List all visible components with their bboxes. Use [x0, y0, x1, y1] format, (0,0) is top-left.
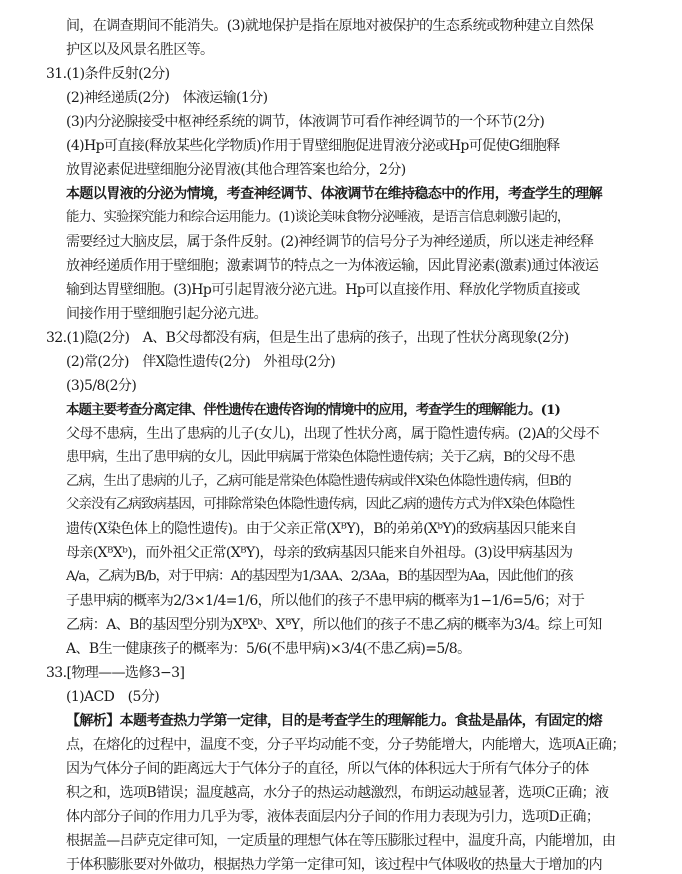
question-33-answer-1: (1)ACD (5分) [66, 689, 160, 706]
question-33-analysis-line: 因为气体分子间的距离远大于气体分子的直径，所以气体的体积远大于所有气体分子的体 [66, 761, 589, 778]
question-32-analysis-line: 乙病：A、B的基因型分别为XᴮXᵇ、XᴮY，所以他们的孩子不患乙病的概率为3/4。综上可知 [66, 617, 602, 634]
question-31-analysis-line: 能力、实验探究能力和综合运用能力。(1)谈论美味食物分泌唾液，是语言信息刺激引起的， [66, 209, 570, 225]
question-32-answer-2: (2)常(2分) 伴X隐性遗传(2分) 外祖母(2分) [66, 353, 336, 370]
question-31-analysis-line: 输到达胃壁细胞。(3)Hp可引起胃液分泌亢进。Hp可以直接作用、释放化学物质直接或 [66, 281, 580, 298]
question-33-analysis-line: 于体积膨胀要对外做功，根据热力学第一定律可知，该过程中气体吸收的热量大于增加的内 [66, 857, 602, 873]
question-32-answer-1: 32.(1)隐(2分) A、B父母都没有病，但是生出了患病的孩子，出现了性状分离现象(2分) [46, 329, 569, 346]
question-31-answer-4: (4)Hp可直接(释放某些化学物质)作用于胃壁细胞促进胃液分泌或Hp可促使G细胞释 [66, 137, 560, 154]
question-32-analysis-line: 乙病，生出了患病的儿子，乙病可能是常染色体隐性遗传病或伴X染色体隐性遗传病，但B的 [66, 473, 571, 489]
question-32-analysis-line: 患甲病，生出了患甲病的女儿，因此甲病属于常染色体隐性遗传病；关于乙病，B的父母不患 [66, 449, 575, 465]
question-32-analysis-line: 母亲(XᴮXᵇ)，而外祖父正常(XᴮY)，母亲的致病基因只能来自外祖母。(3)设甲病基因为 [66, 545, 573, 562]
question-32-analysis-line: 父亲没有乙病致病基因，可排除常染色体隐性遗传病，因此乙病的遗传方式为伴X染色体隐性 [66, 497, 575, 513]
question-32-analysis-line: 子患甲病的概率为2/3×1/4=1/6，所以他们的孩子不患甲病的概率为1−1/6=5/6；对于 [66, 593, 585, 610]
question-31-answer-4-cont: 放胃泌素促进壁细胞分泌胃液(其他合理答案也给分，2分) [66, 161, 406, 178]
question-33-analysis-line: 点，在熔化的过程中，温度不变，分子平均动能不变，分子势能增大，内能增大，选项A正确； [66, 737, 625, 754]
question-31-answer-3: (3)内分泌腺接受中枢神经系统的调节，体液调节可看作神经调节的一个环节(2分) [66, 113, 545, 130]
question-32-analysis-line: A/a，乙病为B/b，对于甲病：A的基因型为1/3AA、2/3Aa，B的基因型为Aa，因此他们的孩 [66, 569, 573, 585]
question-32-analysis-line: 父母不患病，生出了患病的儿子(女儿)，出现了性状分离，属于隐性遗传病。(2)A的父母不 [66, 425, 600, 442]
question-33-analysis-line: 积之和，选项B错误；温度越高，水分子的热运动越激烈，布朗运动越显著，选项C正确；液 [66, 785, 609, 802]
question-31-answer-1: 31.(1)条件反射(2分) [46, 65, 170, 82]
question-32-analysis-line: A、B生一健康孩子的概率为：5/6(不患甲病)×3/4(不患乙病)=5/8。 [66, 641, 471, 658]
question-31-analysis-heading: 本题以胃液的分泌为情境，考查神经调节、体液调节在维持稳态中的作用，考查学生的理解 [66, 185, 602, 202]
question-31-analysis-line: 放神经递质作用于壁细胞；激素调节的特点之一为体液运输，因此胃泌素(激素)通过体液运 [66, 257, 599, 274]
question-33-analysis-heading: 【解析】本题考查热力学第一定律，目的是考查学生的理解能力。食盐是晶体，有固定的熔 [66, 713, 602, 730]
text-line-2: 护区以及风景名胜区等。 [66, 42, 214, 58]
question-31-analysis-line: 需要经过大脑皮层，属于条件反射。(2)神经调节的信号分子为神经递质，所以迷走神经释 [66, 233, 594, 250]
question-32-analysis-line: 遗传(X染色体上的隐性遗传)。由于父亲正常(XᴮY)，B的弟弟(XᵇY)的致病基因只能来自 [66, 521, 577, 538]
question-32-answer-3: (3)5/8(2分) [66, 377, 137, 394]
question-33-analysis-line: 体内部分子间的作用力几乎为零，液体表面层内分子间的作用力表现为引力，选项D正确； [66, 809, 600, 826]
question-33-heading: 33.[物理——选修3−3] [46, 665, 185, 682]
question-33-analysis-line: 根据盖—吕萨克定律可知，一定质量的理想气体在等压膨胀过程中，温度升高，内能增加，由 [66, 833, 616, 849]
question-32-analysis-heading: 本题主要考查分离定律、伴性遗传在遗传咨询的情境中的应用，考查学生的理解能力。(1) [66, 401, 560, 418]
text-line-1: 间，在调查期间不能消失。(3)就地保护是指在原地对被保护的生态系统或物种建立自然保 [66, 18, 594, 34]
question-31-answer-2: (2)神经递质(2分) 体液运输(1分) [66, 89, 268, 106]
question-31-analysis-line: 间接作用于壁细胞引起分泌亢进。 [66, 305, 267, 322]
